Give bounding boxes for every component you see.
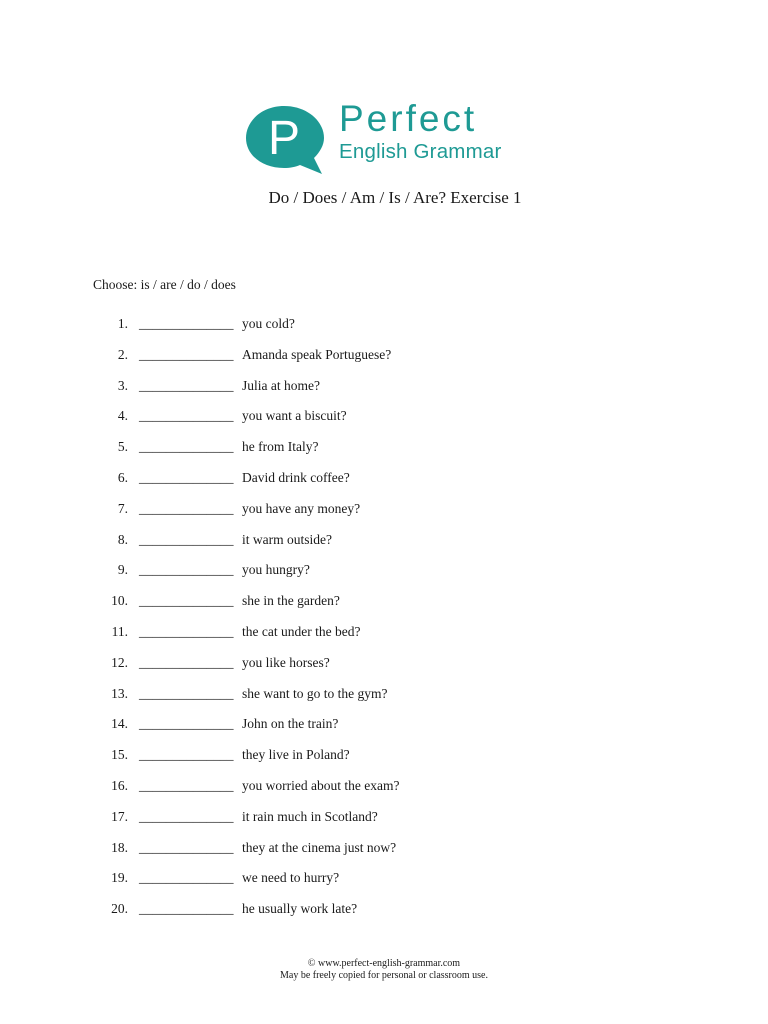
speech-bubble-icon [244,104,334,176]
item-text: you want a biscuit? [242,408,347,424]
answer-blank[interactable]: ______________ [139,901,234,917]
answer-blank[interactable]: ______________ [139,469,234,485]
item-number: 8. [117,531,128,547]
answer-blank[interactable]: ______________ [139,562,234,578]
item-text: we need to hurry? [242,870,340,886]
item-number: 1. [117,316,128,331]
item-text: they live in Poland? [242,747,350,763]
item-number: 19. [111,870,128,886]
item-text: David drink coffee? [242,469,350,485]
item-text: you like horses? [242,654,330,670]
item-number: 2. [117,346,128,362]
footer [0,958,768,982]
page-title: Do / Does / Am / Is / Are? Exercise 1 [268,188,522,207]
item-text: she in the garden? [242,593,340,609]
answer-blank[interactable]: ______________ [139,316,234,331]
item-number: 17. [111,808,128,824]
answer-blank[interactable]: ______________ [139,777,234,793]
logo-subtitle: English Grammar [339,140,502,163]
answer-blank[interactable]: ______________ [139,346,234,362]
item-text: he usually work late? [242,901,358,917]
item-number: 4. [117,408,128,424]
item-number: 10. [111,593,128,609]
logo-wordmark: Perfect [339,98,478,139]
answer-blank[interactable]: ______________ [139,408,234,424]
answer-blank[interactable]: ______________ [139,654,234,670]
answer-blank[interactable]: ______________ [139,716,234,732]
item-number: 16. [111,777,128,793]
footer-copyright: © www.perfect-english-grammar.com [307,958,461,969]
answer-blank[interactable]: ______________ [139,808,234,824]
item-number: 6. [117,469,128,485]
item-text: you have any money? [242,500,361,516]
item-number: 5. [117,439,128,455]
brand-logo [244,98,534,176]
item-number: 3. [117,377,128,393]
answer-blank[interactable]: ______________ [139,439,234,455]
item-text: you hungry? [242,562,310,578]
item-number: 20. [111,901,128,917]
item-text: it warm outside? [242,531,332,547]
answer-blank[interactable]: ______________ [139,747,234,763]
item-number: 14. [111,716,128,732]
item-number: 12. [111,654,128,670]
item-number: 9. [117,562,128,578]
item-text: the cat under the bed? [242,623,361,639]
item-text: he from Italy? [242,439,319,455]
answer-blank[interactable]: ______________ [139,870,234,886]
answer-blank[interactable]: ______________ [139,685,234,701]
logo-initial: P [267,112,301,165]
item-text: you cold? [242,316,295,331]
item-text: she want to go to the gym? [242,685,388,701]
instructions: Choose: is / are / do / does [93,277,236,292]
item-text: John on the train? [242,716,339,732]
item-text: it rain much in Scotland? [242,808,378,824]
item-text: you worried about the exam? [242,777,400,793]
answer-blank[interactable]: ______________ [139,500,234,516]
answer-blank[interactable]: ______________ [139,531,234,547]
item-number: 13. [111,685,128,701]
item-number: 15. [111,747,128,763]
item-text: Julia at home? [242,377,320,393]
item-text: Amanda speak Portuguese? [242,346,392,362]
item-number: 11. [111,623,128,639]
footer-usage: May be freely copied for personal or classroom use. [280,970,488,981]
answer-blank[interactable]: ______________ [139,377,234,393]
item-number: 7. [117,500,128,516]
answer-blank[interactable]: ______________ [139,839,234,855]
answer-blank[interactable]: ______________ [139,623,234,639]
answer-blank[interactable]: ______________ [139,593,234,609]
item-text: they at the cinema just now? [242,839,397,855]
item-number: 18. [111,839,128,855]
